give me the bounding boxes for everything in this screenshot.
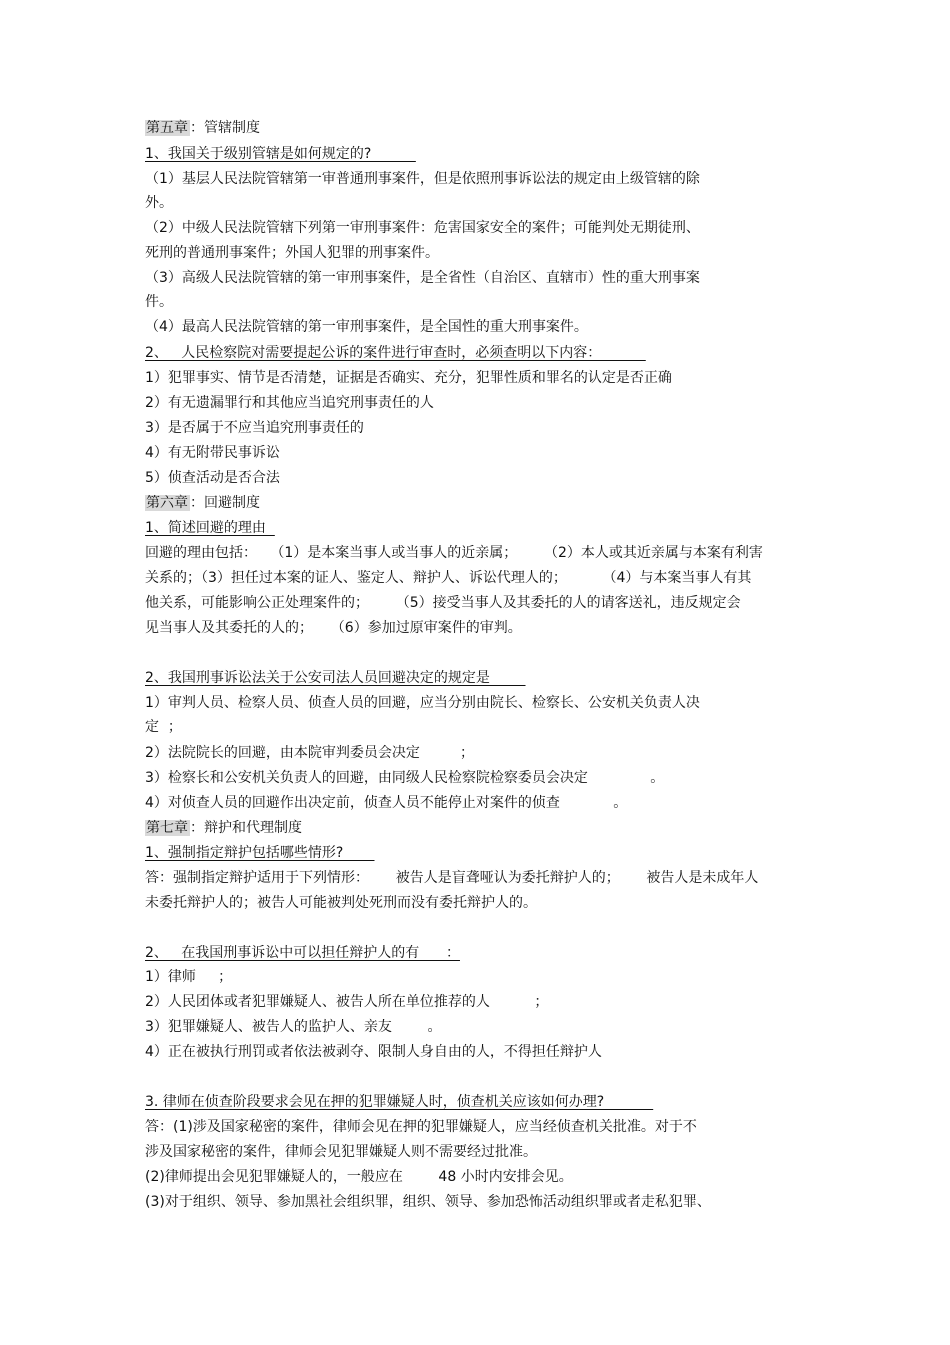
ch5-q2-line: 5）侦查活动是否合法 [145, 470, 280, 486]
ch5-q1-line: （2）中级人民法院管辖下列第一审刑事案件：危害国家安全的案件；可能判处无期徒刑、 [145, 220, 700, 236]
ch7-q1-line: 未委托辩护人的；被告人可能被判处死刑而没有委托辩护人的。 [145, 895, 537, 911]
chapter-7-title: ：辩护和代理制度 [190, 820, 302, 836]
chapter-5-heading [145, 118, 260, 138]
ch5-q1-line: （3）高级人民法院管辖的第一审刑事案件，是全省性（自治区、直辖市）性的重大刑事案 [145, 270, 700, 286]
ch5-q2-line: 3）是否属于不应当追究刑事责任的 [145, 420, 364, 436]
ch7-q2-line: 2）人民团体或者犯罪嫌疑人、被告人所在单位推荐的人 ； [145, 994, 549, 1010]
chapter-6-title: ：回避制度 [190, 495, 260, 511]
ch7-q2-line: 4）正在被执行刑罚或者依法被剥夺、限制人身自由的人，不得担任辩护人 [145, 1044, 602, 1060]
ch6-q2-line: 3）检察长和公安机关负责人的回避，由同级人民检察院检察委员会决定 。 [145, 770, 665, 786]
ch5-q2-line: 4）有无附带民事诉讼 [145, 445, 280, 461]
chapter-7-heading [145, 818, 302, 838]
ch5-q1-line: 件。 [145, 294, 173, 310]
ch5-question-1: 1、我国关于级别管辖是如何规定的? [145, 146, 416, 162]
ch7-q1-line: 答：强制指定辩护适用于下列情形： 被告人是盲聋哑认为委托辩护人的； 被告人是未成年人 [145, 870, 759, 886]
ch6-q2-line: 4）对侦查人员的回避作出决定前，侦查人员不能停止对案件的侦查 。 [145, 795, 628, 811]
ch7-question-1: 1、强制指定辩护包括哪些情形? [145, 845, 375, 861]
ch7-q3-line: 涉及国家秘密的案件，律师会见犯罪嫌疑人则不需要经过批准。 [145, 1144, 537, 1160]
chapter-6-heading [145, 493, 260, 513]
ch6-q2-line: 定 ； [145, 719, 182, 735]
ch7-q3-line: 答：(1)涉及国家秘密的案件，律师会见在押的犯罪嫌疑人，应当经侦查机关批准。对于不 [145, 1119, 697, 1135]
ch6-q1-line: 关系的；（3）担任过本案的证人、鉴定人、辩护人、诉讼代理人的； （4）与本案当事人有其 [145, 570, 752, 586]
ch6-q2-line: 2）法院院长的回避，由本院审判委员会决定 ； [145, 745, 474, 761]
ch7-q3-line: (2)律师提出会见犯罪嫌疑人的，一般应在 48 小时内安排会见。 [145, 1169, 573, 1185]
ch7-q3-line: (3)对于组织、领导、参加黑社会组织罪，组织、领导、参加恐怖活动组织罪或者走私犯罪、 [145, 1194, 711, 1210]
chapter-5-label: 第五章 [146, 120, 188, 136]
chapter-5-title: ：管辖制度 [190, 120, 260, 136]
ch6-q1-line: 他关系，可能影响公正处理案件的； （5）接受当事人及其委托的人的请客送礼，违反规定会 [145, 595, 741, 611]
ch6-q1-line: 回避的理由包括： （1）是本案当事人或当事人的近亲属； （2）本人或其近亲属与本案有利害 [145, 545, 763, 561]
ch7-question-3: 3. 律师在侦查阶段要求会见在押的犯罪嫌疑人时，侦查机关应该如何办理? [145, 1094, 654, 1110]
chapter-7-label: 第七章 [146, 820, 188, 836]
ch5-q1-line: 外。 [145, 195, 173, 211]
ch7-question-2: 2、 在我国刑事诉讼中可以担任辩护人的有 ： [145, 945, 460, 961]
ch6-question-2: 2、我国刑事诉讼法关于公安司法人员回避决定的规定是 [145, 670, 526, 686]
ch5-q1-line: 死刑的普通刑事案件；外国人犯罪的刑事案件。 [145, 245, 439, 261]
ch5-question-2: 2、 人民检察院对需要提起公诉的案件进行审查时，必须查明以下内容： [145, 345, 646, 361]
ch6-q1-line: 见当事人及其委托的人的； （6）参加过原审案件的审判。 [145, 620, 522, 636]
ch7-q2-line: 1）律师 ； [145, 969, 233, 985]
chapter-6-label: 第六章 [146, 495, 188, 511]
ch5-q2-line: 1）犯罪事实、情节是否清楚，证据是否确实、充分，犯罪性质和罪名的认定是否正确 [145, 370, 672, 386]
ch5-q1-line: （4）最高人民法院管辖的第一审刑事案件，是全国性的重大刑事案件。 [145, 319, 588, 335]
ch6-question-1: 1、简述回避的理由 [145, 520, 275, 536]
ch5-q2-line: 2）有无遗漏罪行和其他应当追究刑事责任的人 [145, 395, 434, 411]
ch5-q1-line: （1）基层人民法院管辖第一审普通刑事案件，但是依照刑事诉讼法的规定由上级管辖的除 [145, 171, 700, 187]
ch7-q2-line: 3）犯罪嫌疑人、被告人的监护人、亲友 。 [145, 1019, 442, 1035]
ch6-q2-line: 1）审判人员、检察人员、侦查人员的回避，应当分别由院长、检察长、公安机关负责人决 [145, 695, 700, 711]
